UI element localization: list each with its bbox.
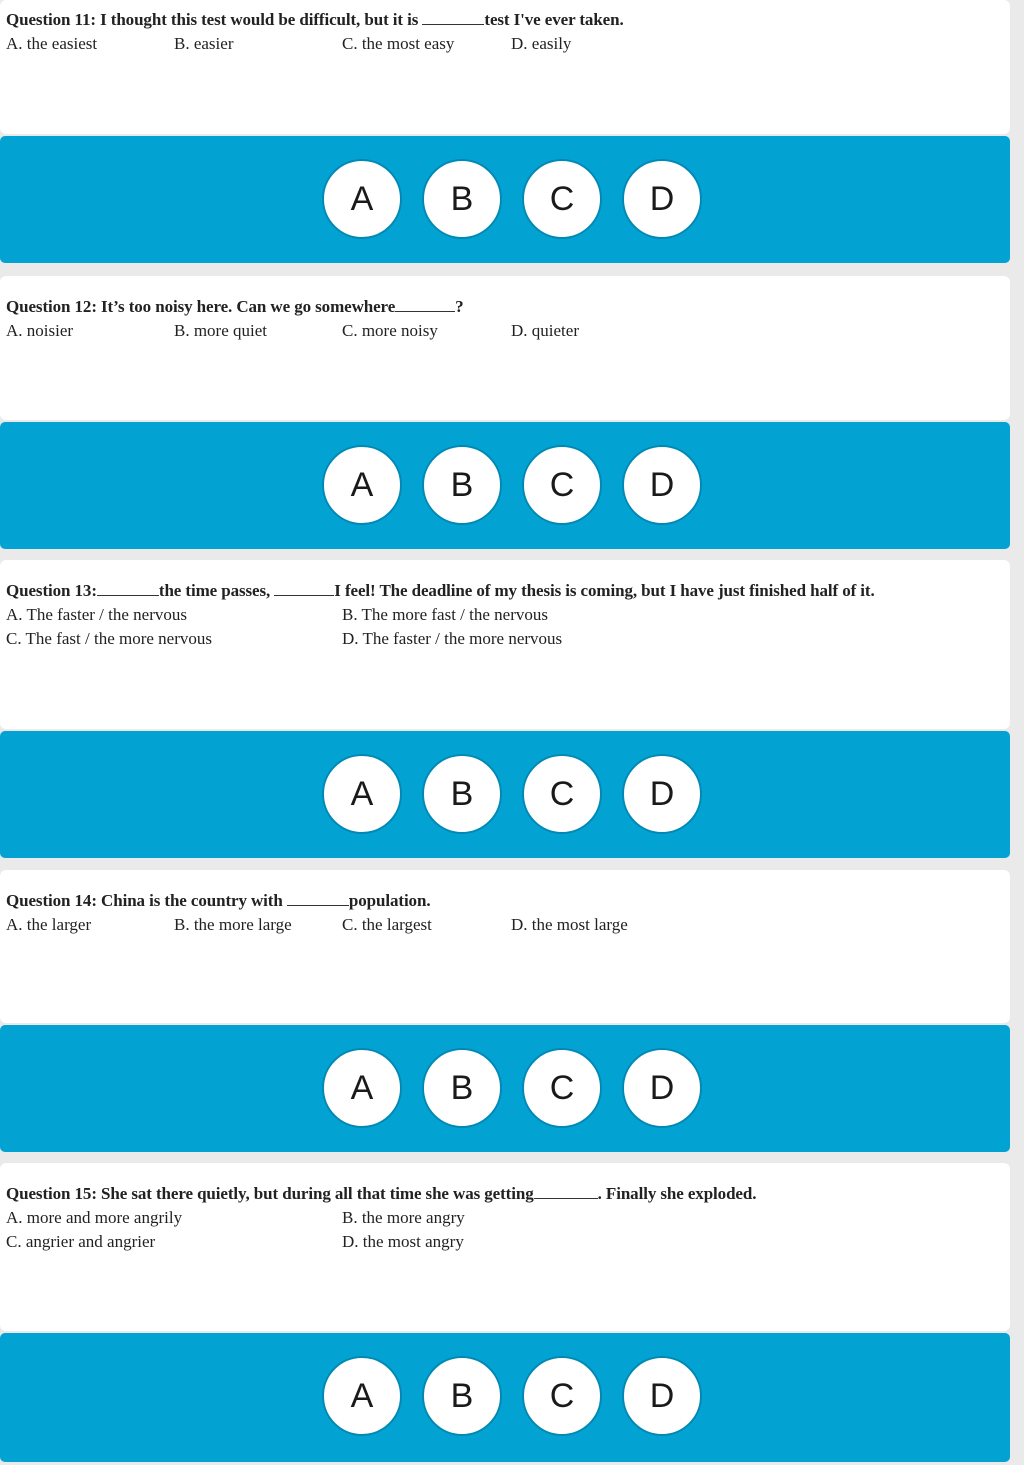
option-d: D. the most angry <box>342 1232 464 1251</box>
answer-button-c[interactable]: C <box>522 754 602 834</box>
answer-button-d[interactable]: D <box>622 159 702 239</box>
answer-blank <box>287 891 349 906</box>
question-text: Question 12: It’s too noisy here. Can we go somewhere ? <box>6 297 464 316</box>
answer-blank <box>422 10 484 25</box>
answer-button-c[interactable]: C <box>522 1356 602 1436</box>
answer-button-c[interactable]: C <box>522 1048 602 1128</box>
question-card-11 <box>0 0 1010 134</box>
option-a: A. the easiest <box>6 34 98 53</box>
answer-button-d[interactable]: D <box>622 754 702 834</box>
option-b: B. more quiet <box>174 321 268 340</box>
question-card-13 <box>0 560 1010 729</box>
option-d: D. The faster / the more nervous <box>342 629 563 648</box>
option-c: C. the largest <box>342 915 432 934</box>
answer-button-c[interactable]: C <box>522 159 602 239</box>
option-a: A. The faster / the nervous <box>6 605 187 624</box>
answer-blank <box>274 581 334 596</box>
question-text: Question 15: She sat there quietly, but during all that time she was getting . Finally she exploded. <box>6 1184 757 1203</box>
option-b: B. the more angry <box>342 1208 465 1227</box>
answer-button-a[interactable]: A <box>322 1356 402 1436</box>
answer-blank <box>97 581 159 596</box>
answer-button-b[interactable]: B <box>422 1048 502 1128</box>
option-a: A. noisier <box>6 321 74 340</box>
answer-button-b[interactable]: B <box>422 445 502 525</box>
answer-button-b[interactable]: B <box>422 159 502 239</box>
option-c: C. more noisy <box>342 321 438 340</box>
option-a: A. more and more angrily <box>6 1208 183 1227</box>
question-text: Question 14: China is the country with population. <box>6 891 431 910</box>
answer-button-a[interactable]: A <box>322 1048 402 1128</box>
answer-blank <box>395 297 455 312</box>
question-text: Question 13: the time passes, I feel! The deadline of my thesis is coming, but I have just finished half of it. <box>6 581 875 600</box>
answer-button-c[interactable]: C <box>522 445 602 525</box>
answer-blank <box>534 1184 598 1199</box>
answer-band-14 <box>0 1025 1010 1152</box>
option-b: B. easier <box>174 34 234 53</box>
option-d: D. easily <box>511 34 572 53</box>
question-card-12 <box>0 276 1010 420</box>
answer-button-b[interactable]: B <box>422 754 502 834</box>
option-c: C. The fast / the more nervous <box>6 629 213 648</box>
answer-button-a[interactable]: A <box>322 159 402 239</box>
question-card-15 <box>0 1163 1010 1331</box>
answer-band-12 <box>0 422 1010 549</box>
option-b: B. The more fast / the nervous <box>342 605 549 624</box>
answer-button-d[interactable]: D <box>622 445 702 525</box>
answer-band-15 <box>0 1333 1010 1462</box>
question-card-14 <box>0 870 1010 1023</box>
option-c: C. the most easy <box>342 34 455 53</box>
answer-button-a[interactable]: A <box>322 754 402 834</box>
option-c: C. angrier and angrier <box>6 1232 156 1251</box>
answer-button-d[interactable]: D <box>622 1048 702 1128</box>
question-text: Question 11: I thought this test would be difficult, but it is test I've ever taken. <box>6 10 624 29</box>
option-d: D. the most large <box>511 915 628 934</box>
answer-button-a[interactable]: A <box>322 445 402 525</box>
option-b: B. the more large <box>174 915 292 934</box>
answer-band-11 <box>0 136 1010 263</box>
answer-band-13 <box>0 731 1010 858</box>
option-d: D. quieter <box>511 321 579 340</box>
answer-button-b[interactable]: B <box>422 1356 502 1436</box>
option-a: A. the larger <box>6 915 92 934</box>
answer-button-d[interactable]: D <box>622 1356 702 1436</box>
